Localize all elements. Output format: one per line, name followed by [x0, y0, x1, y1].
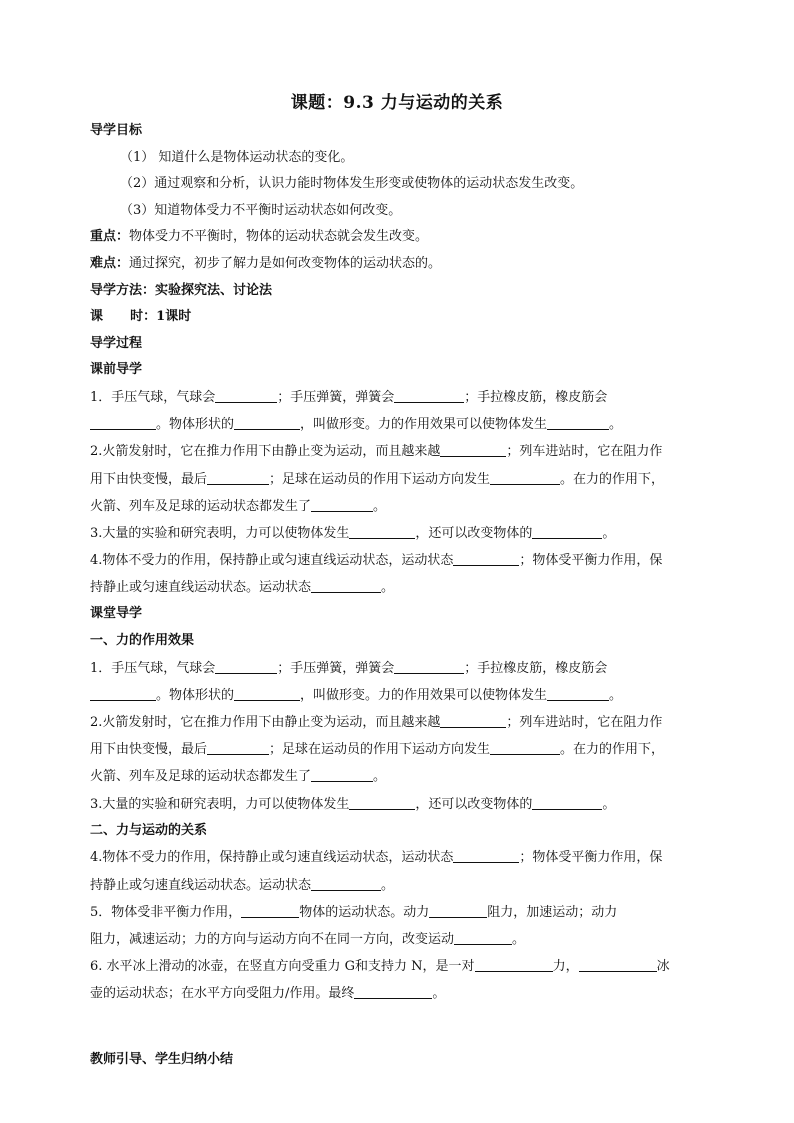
pre-class-heading: 课前导学 [90, 362, 143, 378]
question-line [90, 980, 705, 1007]
question-text: 。 [373, 769, 387, 785]
question-line [90, 953, 705, 980]
question-text: 火箭、列车及足球的运动状态都发生了 [90, 498, 312, 514]
answer-blank[interactable] [349, 795, 415, 810]
section-heading: 一、力的作用效果 [90, 633, 195, 649]
question-text: 。 [609, 417, 623, 433]
question-line [90, 844, 705, 871]
question-text: 。在力的作用下， [560, 742, 665, 758]
answer-blank[interactable] [241, 903, 299, 918]
question-line [90, 872, 705, 899]
question-text: 2.火箭发射时，它在推力作用下由静止变为运动，而且越来越 [90, 715, 441, 730]
question-text: 。物体形状的 [156, 687, 235, 703]
question-text: ；物体受平衡力作用，保 [519, 850, 663, 866]
question-text: ；手拉橡皮筋，橡皮筋会 [464, 660, 608, 676]
question-text: 2.火箭发射时，它在推力作用下由静止变为运动，而且越来越 [90, 444, 441, 460]
question-line [90, 384, 705, 411]
question-text: 。 [609, 687, 623, 703]
question-text: ；手拉橡皮筋，橡皮筋会 [464, 389, 608, 405]
question-text: 1．手压气球，气球会 [90, 389, 216, 405]
question-text: 用下由快变慢，最后 [90, 471, 208, 487]
answer-blank[interactable] [475, 957, 553, 972]
question-text: 4.物体不受力的作用，保持静止或匀速直线运动状态，运动状态 [90, 850, 454, 866]
question-text: ；列车进站时，它在阻力作 [506, 715, 663, 730]
key-points [90, 224, 705, 251]
question-text: 4.物体不受力的作用，保持静止或匀速直线运动状态，运动状态 [90, 553, 454, 569]
question-text: 。 [512, 931, 526, 947]
section-heading: 二、力与运动的关系 [90, 822, 208, 838]
answer-blank[interactable] [453, 551, 519, 566]
question-text: ，还可以改变物体的 [415, 796, 533, 812]
question-text: 用下由快变慢，最后 [90, 742, 208, 758]
question-line [90, 411, 705, 438]
answer-blank[interactable] [354, 984, 432, 999]
question-text: 持静止或匀速直线运动状态。运动状态 [90, 877, 312, 893]
question-text: 火箭、列车及足球的运动状态都发生了 [90, 769, 312, 785]
worksheet-content [90, 118, 705, 1074]
difficulty-text: 通过探究，初步了解力是如何改变物体的运动状态的。 [129, 255, 442, 271]
answer-blank[interactable] [311, 578, 381, 593]
question-text: 。 [373, 498, 387, 514]
question-line [90, 466, 705, 493]
answer-blank[interactable] [207, 470, 269, 485]
answer-blank[interactable] [490, 740, 560, 755]
question-text: 。在力的作用下， [560, 471, 665, 487]
answer-blank[interactable] [234, 686, 300, 701]
question-text: 阻力，减速运动；力的方向与运动方向不在同一方向，改变运动 [90, 931, 455, 947]
answer-blank[interactable] [207, 740, 269, 755]
question-text: ；列车进站时，它在阻力作 [506, 444, 663, 460]
answer-blank[interactable] [90, 415, 156, 430]
question-text: 阻力，加速运动；动力 [487, 904, 618, 920]
question-text: 3.大量的实验和研究表明，力可以使物体发生 [90, 796, 350, 812]
teaching-method: 导学方法：实验探究法、讨论法 [90, 282, 273, 298]
objective-item: （1） 知道什么是物体运动状态的变化。 [120, 149, 354, 165]
answer-blank[interactable] [311, 767, 373, 782]
objective-item: （2）通过观察和分析，认识力能时物体发生形变或使物体的运动状态发生改变。 [120, 176, 584, 192]
question-text: 壶的运动状态；在水平方向受阻力/作用。最终 [90, 986, 355, 1002]
answer-blank[interactable] [429, 903, 487, 918]
question-text: ；物体受平衡力作用，保 [519, 553, 663, 569]
question-text: 。 [602, 796, 616, 812]
question-text: 力， [552, 959, 579, 975]
answer-blank[interactable] [311, 876, 381, 891]
question-text: ；手压弹簧，弹簧会 [277, 660, 395, 676]
summary-heading: 教师引导、学生归纳小结 [90, 1052, 234, 1068]
question-line [90, 899, 705, 926]
question-text: 冰 [656, 959, 670, 975]
question-text: 6. 水平冰上滑动的冰壶，在竖直方向受重力 G和支持力 N，是一对 [90, 959, 475, 975]
answer-blank[interactable] [440, 442, 506, 457]
question-line [90, 763, 705, 790]
answer-blank[interactable] [311, 497, 373, 512]
answer-blank[interactable] [454, 930, 512, 945]
answer-blank[interactable] [440, 713, 506, 728]
objective-item: （3）知道物体受力不平衡时运动状态如何改变。 [120, 202, 402, 218]
question-text: 3.大量的实验和研究表明，力可以使物体发生 [90, 525, 350, 541]
question-line [90, 655, 705, 682]
question-text: 。 [381, 580, 395, 596]
answer-blank[interactable] [215, 659, 277, 674]
key-points-text: 物体受力不平衡时，物体的运动状态就会发生改变。 [129, 229, 429, 245]
question-line [90, 791, 705, 818]
question-text: ；足球在运动员的作用下运动方向发生 [269, 742, 491, 758]
question-text: ，还可以改变物体的 [415, 525, 533, 541]
spacer [90, 1007, 705, 1047]
question-text: 持静止或匀速直线运动状态。运动状态 [90, 580, 312, 596]
answer-blank[interactable] [532, 524, 602, 539]
objectives-heading: 导学目标 [90, 123, 143, 138]
question-text: 。 [381, 877, 395, 893]
question-text: 物体的运动状态。动力 [299, 904, 430, 920]
answer-blank[interactable] [579, 957, 657, 972]
answer-blank[interactable] [234, 415, 300, 430]
answer-blank[interactable] [547, 415, 609, 430]
question-line [90, 547, 705, 574]
question-text: ，叫做形变。力的作用效果可以使物体发生 [300, 417, 548, 433]
key-points-label: 重点： [90, 229, 130, 245]
answer-blank[interactable] [490, 470, 560, 485]
question-text: 。 [602, 525, 616, 541]
question-line [90, 736, 705, 763]
class-period: 课 时：1课时 [90, 309, 192, 325]
answer-blank[interactable] [532, 795, 602, 810]
question-text: 5．物体受非平衡力作用， [90, 904, 242, 920]
answer-blank[interactable] [547, 686, 609, 701]
difficulty [90, 251, 705, 278]
page-title: 课题：9.3 力与运动的关系 [290, 93, 504, 113]
answer-blank[interactable] [349, 524, 415, 539]
question-text: ；手压弹簧，弹簧会 [277, 389, 395, 405]
question-line [90, 574, 705, 601]
question-text: ，叫做形变。力的作用效果可以使物体发生 [300, 687, 548, 703]
question-line [90, 709, 705, 736]
question-line [90, 520, 705, 547]
answer-blank[interactable] [394, 388, 464, 403]
question-text: 1．手压气球，气球会 [90, 660, 216, 676]
answer-blank[interactable] [453, 848, 519, 863]
answer-blank[interactable] [90, 686, 156, 701]
question-line [90, 438, 705, 465]
question-text: ；足球在运动员的作用下运动方向发生 [269, 471, 491, 487]
question-text: 。 [432, 986, 446, 1002]
in-class-heading: 课堂导学 [90, 606, 143, 622]
question-line [90, 926, 705, 953]
question-line [90, 493, 705, 520]
question-text: 。物体形状的 [156, 417, 235, 433]
answer-blank[interactable] [394, 659, 464, 674]
difficulty-label: 难点： [90, 255, 130, 271]
answer-blank[interactable] [215, 388, 277, 403]
process-heading: 导学过程 [90, 335, 143, 351]
question-line [90, 682, 705, 709]
